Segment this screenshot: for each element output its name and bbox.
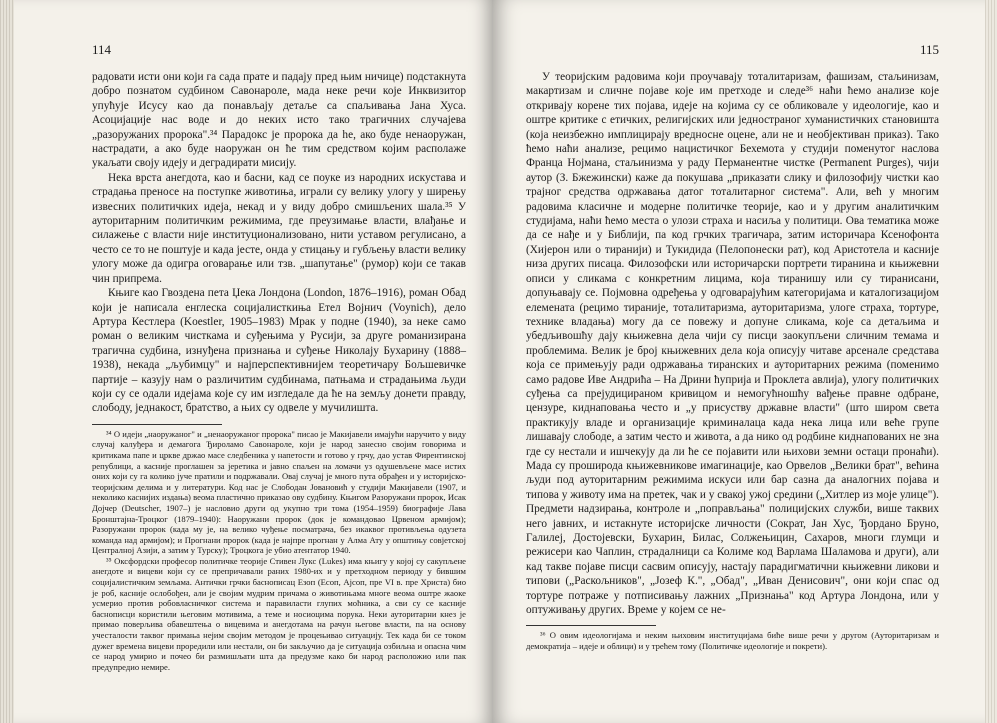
page-edge-left [0,0,14,723]
page-number-right: 115 [919,42,939,57]
footnote: ³⁴ О идеји „наоружаног" и „ненаоружаног пророка" писао је Макијавели имајући наручито у виду случај калуђера и демагога Ђироламо Савонароле, који је народ занесно својим говорима и критикама папе и цркве држао масе следбеника у напетости и готово у грчу, дао устав Фирентинској републици, а касније проглашен за јеретика и јавно спаљен на ломачи уз одушевљене масе истих оних који су га колико јуче пратили и подржавали. Овај случај је много пута обрађен и у историјско-теоријским делима и у литератури. Код нас је Слободан Јовановић у студији Макијавели (1907, и неколико каснијих издања) веома пластично приказао ову судбину. Књигом Разоружани пророк, Исак Дојчер (Deutscher, 1907–) је насловио други од укупно три тома (1954–1959) биографије Лава Бронштајна-Троцког (1879–1940): Наоружани пророк (док је командовао Црвеном армијом); Разоружани пророк (када му је, на велико чуђење посматрача, без икаквог противљења одузета команда над армијом); и Прогнани пророк (када је најпре прогнан у Алма Ату у општињу совјетској Централној Азији, а затим у Турску); Троцкога је убио атентатор 1940. [92,428,466,556]
left-page [0,0,492,723]
footnote: ³⁶ О овим идеологијама и неким њиховим институцијама биће више речи у другом (Ауторитаризам и демократија – идеје и облици) и у трећем тому (Политичке идеологије и покрети). [526,630,939,652]
paragraph: У теоријским радовима који проучавају тоталитаризам, фашизам, стаљинизам, макартизам и сличне појаве које им претходе и следе³⁶ наћи ћемо анализе које откривају корене тих појава, идеје на којима су се обликовале у идеологије, као и оштре критике с етичких, религијских или једностраног хуманистичких становишта (која неизбежно имплицирају вредносне оцене, али не и необјективан приказ). Тако ћемо наћи анализе, рецимо нацистичког Бехемота у студији поменутог наслова Франца Нојмана, стаљинизма у раду Перманентне чистке (Permanent Purges), чији аутор (З. Бжежински) каже да покушава „приказати слику и филозофију чистки као трајног средства одржавања датог тоталитарног система". Али, већ у многим радовима класичне и модерне политичке теорије, као и у другим аналитичким студијама, наћи ћемо места о улози страха и насиља у политици. Ова тематика може да се нађе и у Библији, па код грчких трагичара, затим историчара Ксенофонта (Хијерон или о тиранији) и Тукидида (Пелопонески рат), код Аристотела и касније низа других писаца. Филозофски или историчарски портрети тиранина и књижевни описи у сликама с конкретним лицима, која тиранишу или су тиранисани, допуњавају се. Појмовна одређења у одговарајућим категоријама и каталогизацијом елемената (рецимо тираније, тоталитаризма, ауторитаризма, улоге страха, тортуре, технике владања) могу да се повежу и допуне сликама, које са детаљима и убедљивошћу дају књижевна дела чији су писци заокупљени сличним темама и проблемима. Велик је број књижевних дела која описују читаве арсенале средстава која се примењују ради одржавања тиранских и ауторитарних режима (поменимо само радове Иве Андрића – На Дрини ћуприја и Проклета авлија), улогу политичких суђења са прејудицираном кривицом и немогућношћу вађење правне одбране, цензуре, киднаповања често и „у присуству државне власти" (што широм света практикују владе и организације криминалаца када нека лица или веће групе лишавају слободе, а затим често и живота, а да нико од родбине киднапованих не зна где су нестали и ишчекују да ли ће се појавити или њихови земни остаци пронаћи). Мада су проширода књижевникове имагинације, као Орвелов „Велики брат", већина људи под ауторитарним режимима искуси или бар сазна да аналогних појава и типова у животу има на претек, чак и у свакој ужој средини („Хитлер из моје улице"). Предмети надзирања, контроле и „поправљања" полицијских служби, више таквих него јавних, и истакнуте историјске личности (Сократ, Јан Хус, Ђордано Бруно, Галилеј, Достојевски, Бухарин, Билас, Солжењицин, Сахаров, многи глумци и режисери као Чаплин, страдалници са Колиме код Варлама Шаламова и други), али кад такве појаве писци сасвим описују, настају парадигматични књижевни ликови и типови („Раскољников", „Јозеф К.", „Обад", „Иван Денисович", они који спас од тортуре потраже у потписивању лажних „Признања" код Артура Лондона, или у оптуживању других. Време у којем се не- [526,71,939,617]
right-page-body [526,70,939,617]
right-page [492,0,997,723]
page-number-left: 114 [92,42,112,57]
page-edge-right [985,0,997,723]
left-page-body [92,70,466,416]
paragraph: Нека врста анегдота, као и басни, кад се поуке из народних искустава и страдања преносе на поступке животиња, играли су велику улогу у ширењу извесних политичких идеја, некад и у виду добро смишљених шала.³⁵ У ауторитарним политичким режимима, где преузимање власти, влађање и силажење с власти није институционализовано, нити уставом регулисано, а често се то не поштује и када јесте, онда у стицању и губљењу власти велику улогу може да одигра оговарање или тзв. „шапутање" (румор) који се такав чин припрема. [92,171,466,285]
footnote-divider [526,625,656,626]
footnote-divider [92,424,222,425]
footnote: ³⁵ Оксфордски професор политичке теорије Стивен Лукс (Lukes) има књигу у којој су сакупљене анегдоте и вицеви који су се препричавали раних 1980-их и у претходном периоду у бившим социјалистичким земљама. Антички грчки баснописац Езоп (Есоп, Ајсоп, пре VI в. пре Христа) био је роб, касније ослобођен, али је својим мудрим причама о животињама многе веома оштре жаоке усмерио против робовласничког система и паравиласти глупих моћника, а сви су се касније баснописци користили његовим мотивима, а теме и носиоцима порука. Неки ауторитарни кнез је примао поверљива обавештења о вицевима и анегдотама на рачун његове власти, па на основу учесталости таквог примања нејим својим методом је процењивао ситуацију. Тек када би се током дужег времена вицеви проредили или нестали, он би закључио да је ситуација озбиљна и опасна чим се народ умирио и почео би размишљати шта да предузме како би народ расположио или пак предупредио немире. [92,555,466,672]
paragraph: Књиге као Гвоздена пета Џека Лондона (London, 1876–1916), роман Обад који је написала енглеска социјалисткиња Етел Војнич (Voynich), дело Артура Кестлера (Koestler, 1905–1983) Мрак у подне (1940), за неке само роман о великим чисткама и суђењима у Русији, за друге романизирана трагична судбина, изнуђена признања и суђење Николају Бухарину (1888–1938), некада „љубимцу" и најперспективнијем теоретичару Бољшевичке партије – казују нам о различитим судбинама, патњама и страдањима људи који су се одали идејама које су им изгледале да ће на земљу донети правду, слободу, једнакост, братство, а њих су одвеле у мучилишта. [92,287,466,415]
paragraph: радовати исти они који га сада прате и падају пред њим ничице) подстакнута добро познатом судбином Савонароле, мада неке речи које Инквизитор упућује Исусу као да понављају детаље са спаљивања Јана Хуса. Асоцијације нас воде и до неких исто тако трагичних случајева „разоружаних пророка".³⁴ Парадокс је пророка да he, ако буде ненаоружан, настрадати, а ако буде наоружан он ће тим средством којим располаже укаљати своју идеју и деградирати мисију. [92,71,466,170]
right-footnotes [526,630,939,651]
left-footnotes [92,429,466,673]
